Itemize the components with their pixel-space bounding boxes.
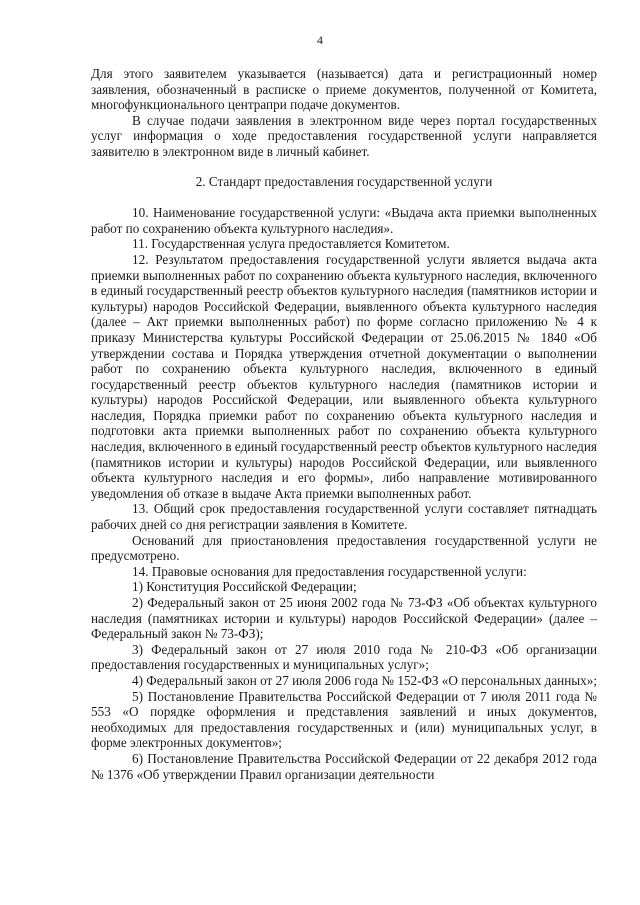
legal-basis-1: 1) Конституция Российской Федерации; — [132, 579, 357, 595]
paragraph-13: 13. Общий срок предоставления государственной услуги составляет пятнадцать рабочих дней со дня регистрации заявления в Комитете. — [91, 501, 597, 533]
intro-paragraph-2: В случае подачи заявления в электронном виде через портал государственных услуг информация о ходе предоставления государственной услуги направляется заявителю в электронном виде в личный кабинет. — [91, 112, 597, 159]
section-title: 2. Стандарт предоставления государственной услуги — [195, 173, 493, 189]
legal-basis-2: 2) Федеральный закон от 25 июня 2002 года № 73-ФЗ «Об объектах культурного наследия (памятниках истории и культуры) народов Российской Федерации» (далее – Федеральный закон № 73-ФЗ); — [91, 595, 597, 642]
legal-basis-5: 5) Постановление Правительства Российской Федерации от 7 июля 2011 года № 553 «О порядке оформления и представления заявлений и иных документов, необходимых для предоставления государственных и (или) муниципальных услуг, в форме электронных документов»; — [91, 688, 597, 751]
page-number: 4 — [317, 33, 323, 47]
paragraph-no-suspension: Оснований для приостановления предоставления государственной услуги не предусмотрено. — [91, 532, 597, 564]
intro-paragraph-1: Для этого заявителем указывается (называется) дата и регистрационный номер заявления, обозначенный в расписке о приеме документов, полученной от Комитета, многофункционального центрапри подаче документов. — [91, 66, 597, 113]
document-body — [91, 66, 597, 782]
paragraph-14: 14. Правовые основания для предоставления государственной услуги: — [132, 563, 527, 579]
paragraph-12: 12. Результатом предоставления государственной услуги является выдача акта приемки выполненных работ по сохранению объекта культурного наследия, включенного в единый государственный реестр объектов культурного наследия (памятников истории и культуры) народов Российской Федерации, выявленного объекта культурного наследия (далее – Акт приемки выполненных работ) по форме согласно приложению № 4 к приказу Министерства культуры Российской Федерации от 25.06.2015 № 1840 «Об утверждении состава и Порядка утверждения отчетной документации о выполнении работ по сохранению объекта культурного наследия, включенного в единый государственный реестр объектов культурного наследия (памятников истории и культуры) народов Российской Федерации, или выявленного объекта культурного наследия, Порядка приемки работ по сохранению объекта культурного наследия и подготовки акта приемки выполненных работ по сохранению объекта культурного наследия, включенного в единый государственный реестр объектов культурного наследия (памятников истории и культуры) народов Российской Федерации, или выявленного объекта культурного наследия и его формы», либо направление мотивированного уведомления об отказе в выдаче Акта приемки выполненных работ. — [91, 251, 597, 501]
paragraph-10: 10. Наименование государственной услуги: «Выдача акта приемки выполненных работ по сохранению объекта культурного наследия». — [91, 205, 597, 236]
legal-basis-6: 6) Постановление Правительства Российской Федерации от 22 декабря 2012 года № 1376 «Об утверждении Правил организации деятельности — [91, 750, 597, 782]
legal-basis-3: 3) Федеральный закон от 27 июля 2010 года № 210-ФЗ «Об организации предоставления государственных и муниципальных услуг»; — [91, 641, 597, 673]
paragraph-11: 11. Государственная услуга предоставляется Комитетом. — [132, 236, 450, 252]
legal-basis-4: 4) Федеральный закон от 27 июля 2006 года № 152-ФЗ «О персональных данных»; — [132, 672, 597, 688]
